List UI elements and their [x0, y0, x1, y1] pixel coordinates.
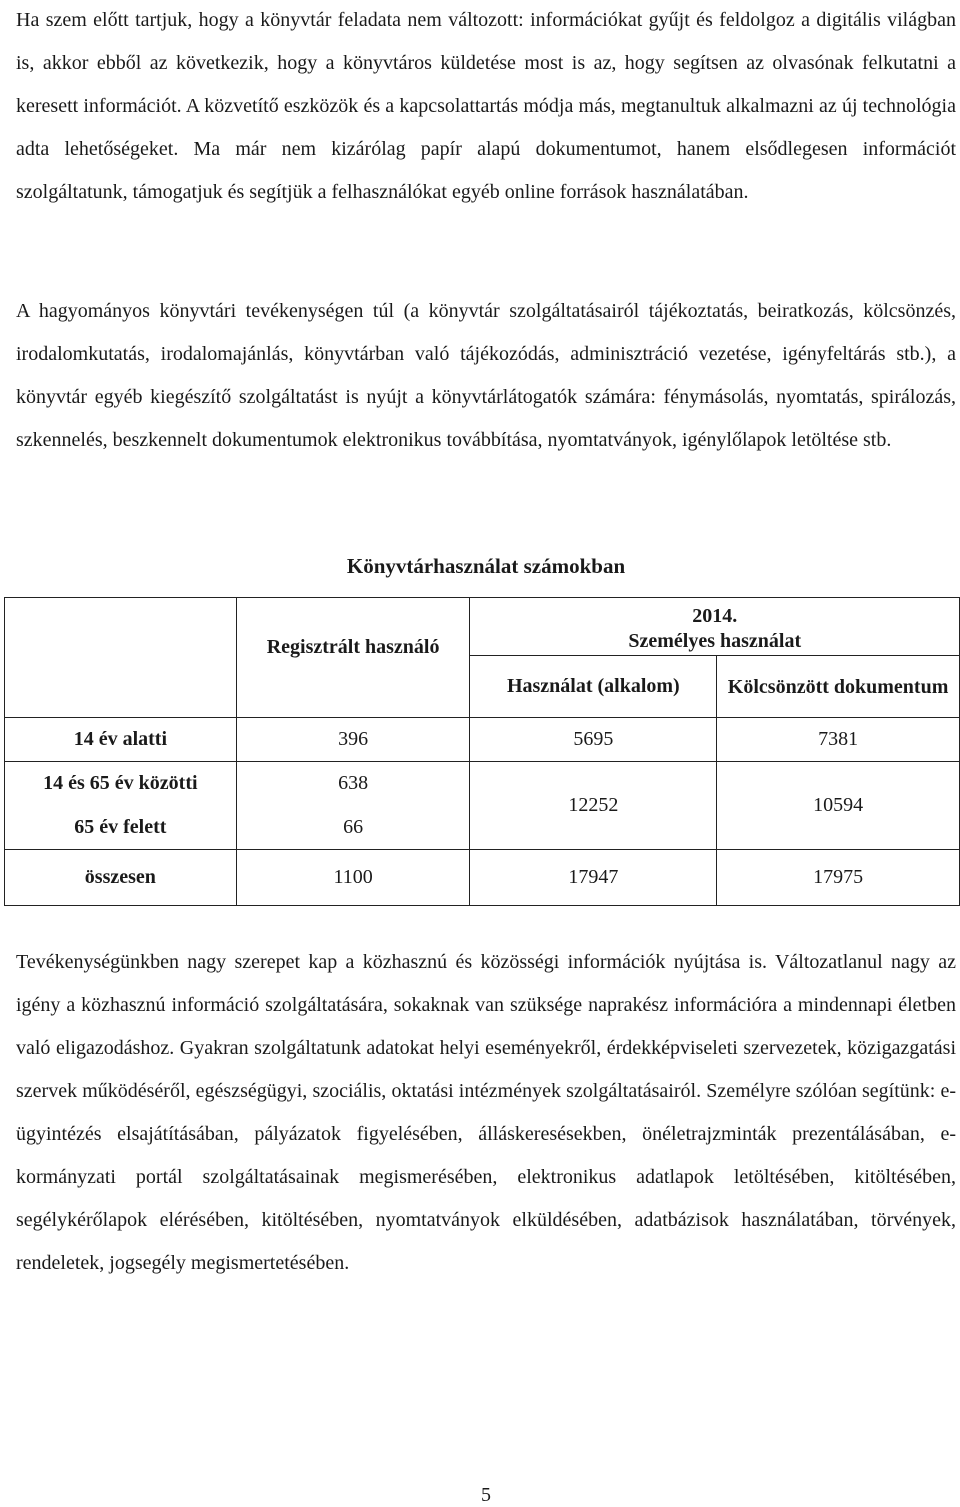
library-usage-table [4, 597, 960, 906]
row-borrowed: 7381 [717, 718, 960, 762]
header-personal-use: Személyes használat [470, 628, 960, 656]
page-number: 5 [481, 1484, 491, 1506]
row-usage: 5695 [470, 718, 717, 762]
row-label: 14 év alatti [5, 718, 237, 762]
merged-borrowed: 10594 [717, 762, 960, 850]
row-registered: 638 [236, 762, 470, 806]
header-year: 2014. [470, 598, 960, 628]
merged-usage: 12252 [470, 762, 717, 850]
row-label: 14 és 65 év közötti [5, 762, 237, 806]
paragraph-intro: Ha szem előtt tartjuk, hogy a könyvtár feladata nem változott: információkat gyűjt és feldolgoz a digitális világban is, akkor ebből az következik, hogy a könyvtáros küldetése most is az, hogy segítsen az olvasónak felkutatni a keresett információt. A közvetítő eszközök és a kapcsolattartás módja más, megtanultuk alkalmazni az új technológia adta lehetőségeket. Ma már nem kizárólag papír alapú dokumentumot, hanem elsődlegesen információt szolgáltatunk, támogatjuk és segítjük a felhasználókat egyéb online források használatában. [16, 9, 956, 203]
header-registered-top [236, 598, 470, 628]
table-row [5, 850, 960, 906]
header-registered: Regisztrált használó [236, 628, 470, 718]
paragraph-services: A hagyományos könyvtári tevékenységen túl (a könyvtár szolgáltatásairól tájékoztatás, beiratkozás, kölcsönzés, irodalomkutatás, irodalomajánlás, könyvtárban való tájékozódás, adminisztráció vezetése, igényfeltárás stb.), a könyvtár egyéb kiegészítő szolgáltatást is nyújt a könyvtárlátogatók számára: fénymásolás, nyomtatás, spirálozás, szkennelés, beszkennelt dokumentumok elektronikus továbbítása, nyomtatványok, igénylőlapok letöltése stb. [16, 300, 956, 451]
row-borrowed: 17975 [717, 850, 960, 906]
row-label: összesen [5, 850, 237, 906]
table-row [5, 718, 960, 762]
row-registered: 1100 [236, 850, 470, 906]
header-borrowed: Kölcsönzött dokumentum [717, 656, 960, 718]
paragraph-public-info: Tevékenységünkben nagy szerepet kap a közhasznú és közösségi információk nyújtása is. Változatlanul nagy az igény a közhasznú információ szolgáltatására, sokaknak van szüksége naprakész információra a mindennapi életben való eligazodáshoz. Gyakran szolgáltatunk adatokat helyi eseményekről, érdekképviseleti szervezetek, közigazgatási szervek működéséről, egészségügyi, szociális, oktatási intézmények szolgáltatásairól. Személyre szólóan segítünk: e-ügyintézés elsajátításában, pályázatok figyelésében, álláskeresésekben, önéletrajzminták prezentálásában, e-kormányzati portál szolgáltatásainak megismerésében, elektronikus adatlapok letöltésében, kitöltésében, segélykérőlapok elérésében, kitöltésében, nyomtatványok elküldésében, adatbázisok használatában, törvények, rendeletek, jogsegély megismertetésében. [16, 951, 956, 1274]
row-usage: 17947 [470, 850, 717, 906]
header-empty-cell [5, 598, 237, 628]
row-registered: 396 [236, 718, 470, 762]
table-title: Könyvtárhasználat számokban [346, 554, 626, 578]
table-row [5, 762, 960, 806]
header-usage: Használat (alkalom) [470, 656, 717, 718]
row-label: 65 év felett [5, 806, 237, 850]
row-registered: 66 [236, 806, 470, 850]
